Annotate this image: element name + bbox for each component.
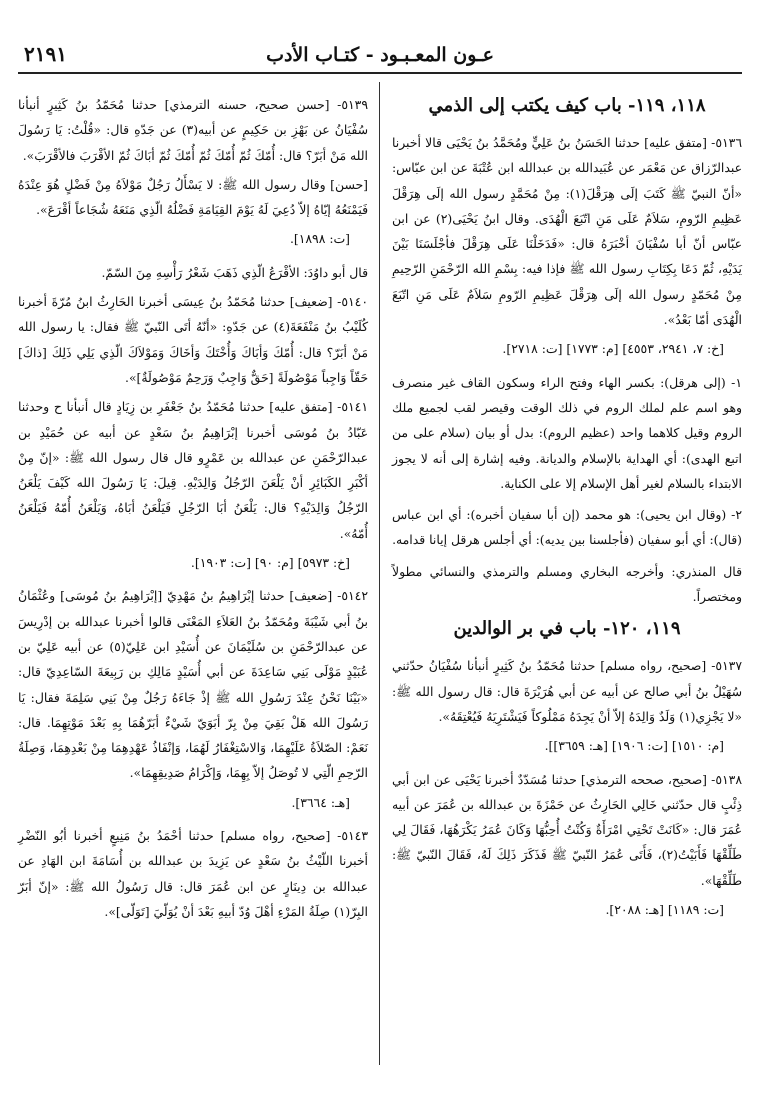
running-header (18, 38, 742, 72)
hadith-5139: ٥١٣٩- [حسن صحيح، حسنه الترمذي] حدثنا مُحَمّدُ بنُ كَثِيرٍ أنبأنا سُفْيَانُ عن بَهْزِ بن حَكِيمٍ عن أبيه(٣) عن جَدّهِ قال: «قُلْتُ: يَا رَسُولَ الله مَنْ أبَرّ؟ قال: أُمّكَ ثُمّ أُمّكَ ثُمّ أُمّكَ ثُمّ أبَاكَ ثُمّ الأقْرَبَ فالأقْرَبَ». (18, 97, 368, 163)
hadith-5140: ٥١٤٠- [ضعيف] حدثنا مُحَمّدُ بنُ عِيسَى أخبرنا الحَارِثُ ابنُ مُرّةَ أخبرنا كُلَيْبُ بنُ مَنْفَعَةَ(٤) عن جَدّهِ: «أنّهُ أتَى النّبيّ ﷺ فقال: يا رسول الله مَنْ أبَرّ؟ قال: أُمّكَ وَأبَاكَ وَأُخْتَكَ وَأخَاكَ وَمَوْلاَكَ الّذِي يَلِي ذَلِكَ [ذاكَ] حَقّاً وَاجِباً مَوْصُولَةً [حَقٌّ وَاجِبٌ وَرَحِمٌ مَوْصُولَةٌ]». (18, 294, 368, 385)
hadith-5141: ٥١٤١- [متفق عليه] حدثنا مُحَمّدُ بنُ جَعْفَرِ بن زِيَادٍ قال أنبأنا ح وحدثنا عَبّادُ بنُ مُوسَى أخبرنا إبْرَاهِيمُ بنُ سَعْدٍ عن أبيه عن حُمَيْدِ بن عبدالرّحْمَنِ عن عبدالله بن عَمْرٍو قال قال رسول الله ﷺ: «إنّ مِنْ أكْبَرِ الكَبَائِرِ أنْ يَلْعَنَ الرّجُلُ وَالِدَيْهِ. قِيلَ: يَا رَسُولَ الله كَيْفَ يَلْعَنُ الرّجُلُ وَالِدَيْهِ؟ قال: يَلْعَنُ أبَا الرّجُلِ فَيَلْعَنُ أبَاهُ، وَيَلْعَنُ أُمّهُ فَيَلْعَنُ أُمّهُ». (18, 399, 368, 541)
header-title: عـون المعـبـود - كتـاب الأدب (266, 44, 494, 66)
hadith-5141-references: [خ: ٥٩٧٣] [م: ٩٠] [ت: ١٩٠٣]. (190, 555, 350, 571)
hadith-5139-continuation: [حسن] وقال رسول الله ﷺ: لا يَسْأَلُ رَجُلٌ مَوْلاَهُ مِنْ فَضْلٍ هُوَ عِنْدَهُ فَيَمْنَعُهُ إيّاهُ إلاّ دُعِيَ لَهُ يَوْمَ القِيَامَةِ فَضْلُهُ الّذِي مَنَعَهُ شُجَاعاً أقْرَعَ». (18, 176, 368, 218)
abu-dawud-note: قال أبو داوُدَ: الأقْرَعُ الّذِي ذَهَبَ شَعْرُ رَأْسِهِ مِنَ السّمّ. (101, 264, 368, 280)
hadith-5142-references: [هـ: ٣٦٦٤]. (291, 794, 350, 810)
hadith-5136: ٥١٣٦- [متفق عليه] حدثنا الحَسَنُ بنُ عَلِيٍّ ومُحَمَّدُ بنُ يَحْيَى قالا أخبرنا عبدالرّزاق عن مَعْمَر عن عُبَيدالله بن عبدالله ابن عُتْبَةَ عن ابن عبّاس: «أنّ النبيّ ﷺ كَتَبَ إلَى هِرَقْلَ(١): مِنْ مُحَمَّدٍ رسول الله إلَى هِرَقْلَ عَظِيمِ الرّومِ، سَلاَمٌ عَلَى مَنِ اتّبَعَ الْهُدَى. وقال ابنُ يَحْيَى(٢) عن ابن عبّاس أنّ أبا سُفْيَانَ أخْبَرَهُ قال: «فَدَخَلْنَا عَلَى هِرَقْلَ فأجْلَسَنَا بَيْنَ يَدَيْهِ، ثُمّ دَعَا بِكِتَابِ رسول الله ﷺ فإذا فيه: بِسْمِ الله الرّحْمَنِ الرّحِيمِ مِنْ مُحَمّدٍ رسول الله إلَى هِرَقْلَ عَظِيمِ الرّومِ سَلاَمٌ عَلَى مَنِ اتّبَعَ الْهُدَى أمّا بَعْدُ». (392, 135, 742, 328)
column-divider (379, 82, 380, 1065)
hadith-5137: ٥١٣٧- [صحيح، رواه مسلم] حدثنا مُحَمّدُ بنُ كَثِيرٍ أنبأنا سُفْيَانُ حدّثني سُهَيْلُ بنُ أبي صالح عن أبيه عن أبي هُرَيْرَةَ قال: قال رسول الله ﷺ: «لا يَجْزِي(١) وَلَدٌ وَالِدَهُ إلاّ أنْ يَجِدَهُ مَمْلُوكاً فَيَشْتَرِيَهُ فَيُعْتِقَهُ». (392, 658, 742, 724)
hadith-5138-references: [ت: ١١٨٩] [هـ: ٢٠٨٨]. (605, 902, 724, 918)
hadith-5137-references: [م: ١٥١٠] [ت: ١٩٠٦] [هـ: ٣٦٥٩]]. (544, 738, 724, 754)
chapter-heading-parents: ١١٩، ١٢٠- باب في بر الوالدين (453, 618, 681, 640)
page-number: ٢١٩١ (24, 42, 67, 66)
left-column (18, 92, 368, 928)
hadith-5136-references: [خ: ٧، ٢٩٤١، ٤٥٥٣] [م: ١٧٧٣] [ت: ٢٧١٨]. (502, 341, 724, 357)
hadith-5139-references: [ت: ١٨٩٨]. (289, 231, 350, 247)
header-rule (18, 72, 742, 74)
chapter-heading-dhimmi: ١١٨، ١١٩- باب كيف يكتب إلى الذمي (428, 95, 706, 116)
footnote-2: ٢- (وقال ابن يحيى): هو محمد (إن أبا سفيان أخبره): أي ابن عباس (قال): أي أبو سفيان (فأجلسنا بين يديه): أي أجلس هرقل إيانا قدامه. (392, 507, 742, 548)
right-column (392, 86, 742, 930)
mundhiri-note: قال المنذري: وأخرجه البخاري ومسلم والترمذي والنسائي مطولاً ومختصراً. (392, 563, 742, 605)
hadith-5138: ٥١٣٨- [صحيح، صححه الترمذي] حدثنا مُسَدّدٌ أخبرنا يَحْيَى عن ابن أبي ذِئْبٍ قال حدّثني خَالِي الحَارِثُ عن حَمْزَةَ بن عبدالله بن عُمَرَ عن أبيه عُمَرَ قال: «كَانَتْ تَحْتِي امْرَأَةٌ وَكُنْتُ أُحِبُّهَا وَكَانَ عُمَرُ يَكْرَهُهَا، فَقَالَ لِي طَلِّقْهَا فَأَبَيْتُ(٢)، فَأَتَى عُمَرُ النّبيّ ﷺ فَذَكَرَ ذَلِكَ لَهُ، فَقَالَ النّبيّ ﷺ: طَلِّقْهَا». (392, 771, 742, 888)
hadith-5142: ٥١٤٢- [ضعيف] حدثنا إبْرَاهِيمُ بنُ مَهْدِيّ [إبْرَاهِيمُ بنُ مُوسَى] وعُثْمَانُ بنُ أبي شَيْبَةَ ومُحَمّدُ بنُ العَلاَءِ المَعْنَى قالوا أخبرنا عبدالله بن إدْرِيسَ عن عبدالرّحْمَنِ بن سُلَيْمَانَ عن أُسَيْدِ ابن عَلِيّ(٥) عن أبيه عَلِيّ بن عُبَيْدٍ مَوْلَى بَنِي سَاعِدَةَ عن أبي أُسَيْدٍ مَالِكِ بن رَبِيعَةَ السّاعِدِيّ قال: «بَيْنَا نَحْنُ عِنْدَ رَسُولِ الله ﷺ إذْ جَاءَهُ رَجُلٌ مِنْ بَنِي سَلِمَةَ فقال: يَا رَسُولَ الله هَلْ بَقِيَ مِنْ بِرّ أبَوَيّ شَيْءٌ أبَرّهُمَا بِهِ بَعْدَ مَوْتِهِمَا. قال: نَعَمْ: الصّلاَةُ عَلَيْهِمَا، وَالاسْتِغْفَارُ لَهُمَا، وَإنْفَاذُ عَهْدِهِمَا مِنْ بَعْدِهِمَا، وَصِلَةُ الرّحِمِ الّتِي لا تُوصَلُ إلاّ بِهِمَا، وَإكْرَامُ صَدِيقِهِمَا». (18, 588, 369, 781)
hadith-5143: ٥١٤٣- [صحيح، رواه مسلم] حدثنا أحْمَدُ بنُ مَنِيعٍ أخبرنا أبُو النّضْرِ أخبرنا اللّيْثُ بنُ سَعْدٍ عن يَزِيدَ بن عبدالله بن أُسَامَةَ ابن الهَادِ عن عبدالله بن دِينَارٍ عن ابن عُمَرَ قال: قال رَسُولُ الله ﷺ: «إنّ أبَرّ البِرّ(١) صِلَةُ المَرْءِ أهْلَ وُدّ أبيهِ بَعْدَ أنْ يُوَلّيَ [تَوَلّى]». (18, 828, 368, 919)
footnote-1: ١- (إلى هرقل): بكسر الهاء وفتح الراء وسكون القاف غير منصرف وهو اسم علم لملك الروم في ذلك الوقت وقيصر لقب لجميع ملك الروم وقيل كلاهما واحد (عظيم الروم): بدل أو بيان (سلام على من اتبع الهدى): أي الهداية بالإسلام والديانة. وفيه إشارة إلى أنه لا يجوز الابتداء بالسلام لغير أهل الإسلام إلا على الكناية. (392, 374, 742, 491)
